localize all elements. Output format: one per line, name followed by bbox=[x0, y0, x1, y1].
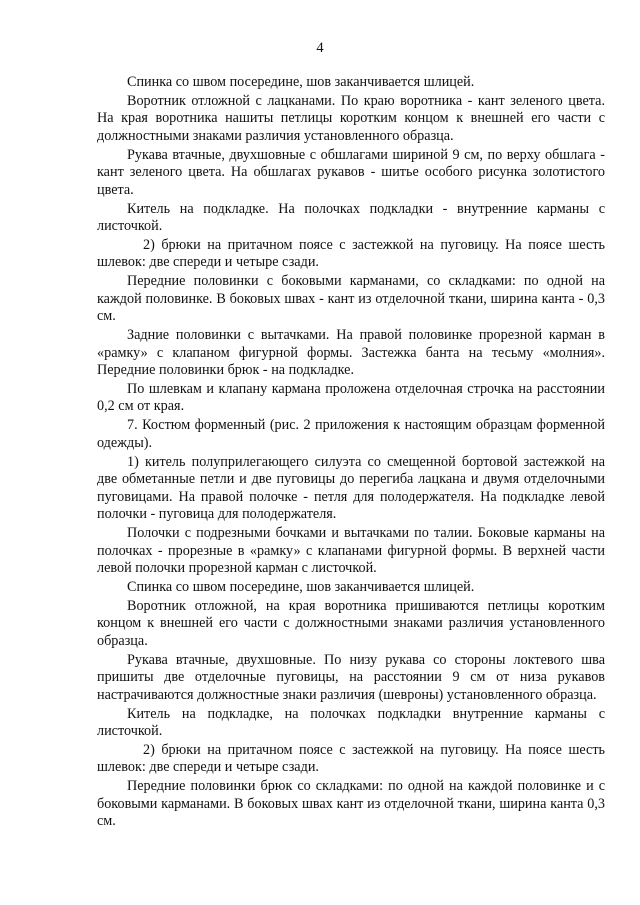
paragraph: Воротник отложной, на края воротника пришиваются петлицы коротким концом к внешней его части с должностными знаками различия установленного образца. bbox=[97, 597, 605, 649]
paragraph: 1) китель полуприлегающего силуэта со смещенной бортовой застежкой на две обметанные петли и две пуговицы до перегиба лацкана и двумя отделочными пуговицами. На правой полочке - петля для полодержателя. На подкладке левой полочки - пуговица для полодержателя. bbox=[97, 453, 605, 523]
page-number: 4 bbox=[316, 40, 324, 56]
paragraph: 2) брюки на притачном поясе с застежкой на пуговицу. На поясе шесть шлевок: две спереди и четыре сзади. bbox=[97, 741, 605, 776]
paragraph: 7. Костюм форменный (рис. 2 приложения к настоящим образцам форменной одежды). bbox=[97, 417, 605, 451]
paragraph: Передние половинки брюк со складками: по одной на каждой половинке и с боковыми карманами. В боковых швах кант из отделочной ткани, ширина канта 0,3 см. bbox=[97, 778, 605, 830]
paragraph: Передние половинки с боковыми карманами, со складками: по одной на каждой половинке. В боковых швах - кант из отделочной ткани, ширина канта - 0,3 см. bbox=[97, 273, 605, 325]
paragraph: Спинка со швом посередине, шов заканчивается шлицей. bbox=[127, 578, 475, 595]
paragraph: 2) брюки на притачном поясе с застежкой на пуговицу. На поясе шесть шлевок: две спереди и четыре сзади. bbox=[97, 237, 605, 271]
paragraph: Воротник отложной с лацканами. По краю воротника - кант зеленого цвета. На края воротника нашиты петлицы коротким концом к внешней его части с должностными знаками различия установленного образца. bbox=[97, 93, 605, 144]
paragraph: Задние половинки с вытачками. На правой половинке прорезной карман в «рамку» с клапаном фигурной формы. Застежка банта на тесьму «молния». Передние половинки брюк - на подкладке. bbox=[97, 327, 605, 379]
paragraph: Китель на подкладке, на полочках подкладки внутренние карманы с листочкой. bbox=[97, 705, 605, 739]
paragraph: Спинка со швом посередине, шов заканчивается шлицей. bbox=[127, 74, 475, 90]
paragraph: По шлевкам и клапану кармана проложена отделочная строчка на расстоянии 0,2 см от края. bbox=[97, 381, 605, 415]
paragraph: Рукава втачные, двухшовные с обшлагами шириной 9 см, по верху обшлага - кант зеленого цвета. На обшлагах рукавов - шитье особого рисунка золотистого цвета. bbox=[97, 146, 605, 198]
paragraph: Китель на подкладке. На полочках подкладки - внутренние карманы с листочкой. bbox=[97, 200, 605, 235]
paragraph: Полочки с подрезными бочками и вытачками по талии. Боковые карманы на полочках - прорезные в «рамку» с клапанами фигурной формы. В верхней части левой полочки прорезной карман с листочкой. bbox=[97, 525, 605, 576]
paragraph: Рукава втачные, двухшовные. По низу рукава со стороны локтевого шва пришиты две отделочные пуговицы, на расстоянии 9 см от низа рукавов настрачиваются должностные знаки различия (шевроны) установленного образца. bbox=[97, 651, 605, 703]
document-body bbox=[97, 74, 605, 832]
